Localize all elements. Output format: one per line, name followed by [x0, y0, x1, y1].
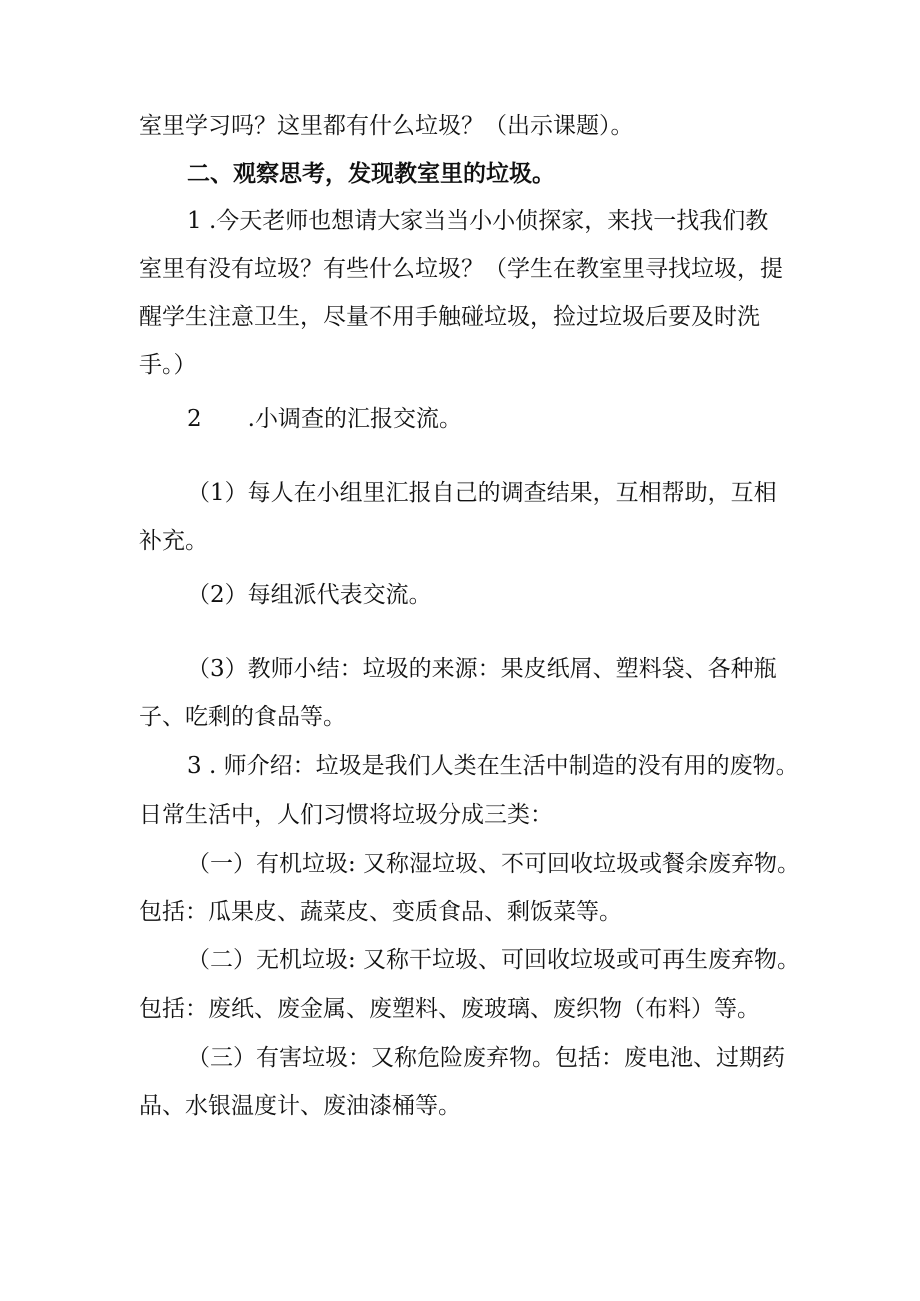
paragraph-line: 子、吃剩的食品等。 — [139, 704, 346, 730]
paragraph-line: 补充。 — [139, 528, 208, 554]
item-number: 2 — [187, 406, 202, 432]
section-heading: 二、观察思考，发现教室里的垃圾。 — [187, 160, 555, 187]
numbered-item — [187, 404, 462, 434]
paragraph-line: （2）每组派代表交流。 — [187, 582, 432, 608]
paragraph-line: （三）有害垃圾：又称危险废弃物。包括：废电池、过期药 — [187, 1045, 785, 1071]
paragraph-line: 1 .今天老师也想请大家当当小小侦探家，来找一找我们教 — [187, 208, 769, 234]
paragraph-line: 包括：瓜果皮、蔬菜皮、变质食品、剩饭菜等。 — [139, 899, 622, 925]
paragraph-line: （3）教师小结：垃圾的来源：果皮纸屑、塑料袋、各种瓶 — [187, 656, 777, 682]
paragraph-line: 醒学生注意卫生，尽量不用手触碰垃圾，捡过垃圾后要及时洗 — [139, 304, 760, 330]
paragraph-line: 手。） — [139, 352, 197, 378]
paragraph-line: 室里学习吗？这里都有什么垃圾？（出示课题）。 — [139, 113, 634, 139]
paragraph-line: 3 . 师介绍：垃圾是我们人类在生活中制造的没有用的废物。 — [187, 753, 799, 779]
paragraph-line: 日常生活中，人们习惯将垃圾分成三类： — [139, 802, 553, 828]
item-text: .小调查的汇报交流。 — [247, 406, 462, 432]
paragraph-line: （一）有机垃圾: 又称湿垃圾、不可回收垃圾或餐余废弃物。 — [187, 851, 801, 877]
paragraph-line: （1）每人在小组里汇报自己的调查结果，互相帮助，互相 — [187, 480, 777, 506]
paragraph-line: 品、水银温度计、废油漆桶等。 — [139, 1093, 461, 1119]
paragraph-line: 包括：废纸、废金属、废塑料、废玻璃、废织物（布料）等。 — [139, 996, 760, 1022]
paragraph-line: 室里有没有垃圾？有些什么垃圾？（学生在教室里寻找垃圾，提 — [139, 256, 783, 282]
paragraph-line: （二）无机垃圾: 又称干垃圾、可回收垃圾或可再生废弃物。 — [187, 947, 801, 973]
